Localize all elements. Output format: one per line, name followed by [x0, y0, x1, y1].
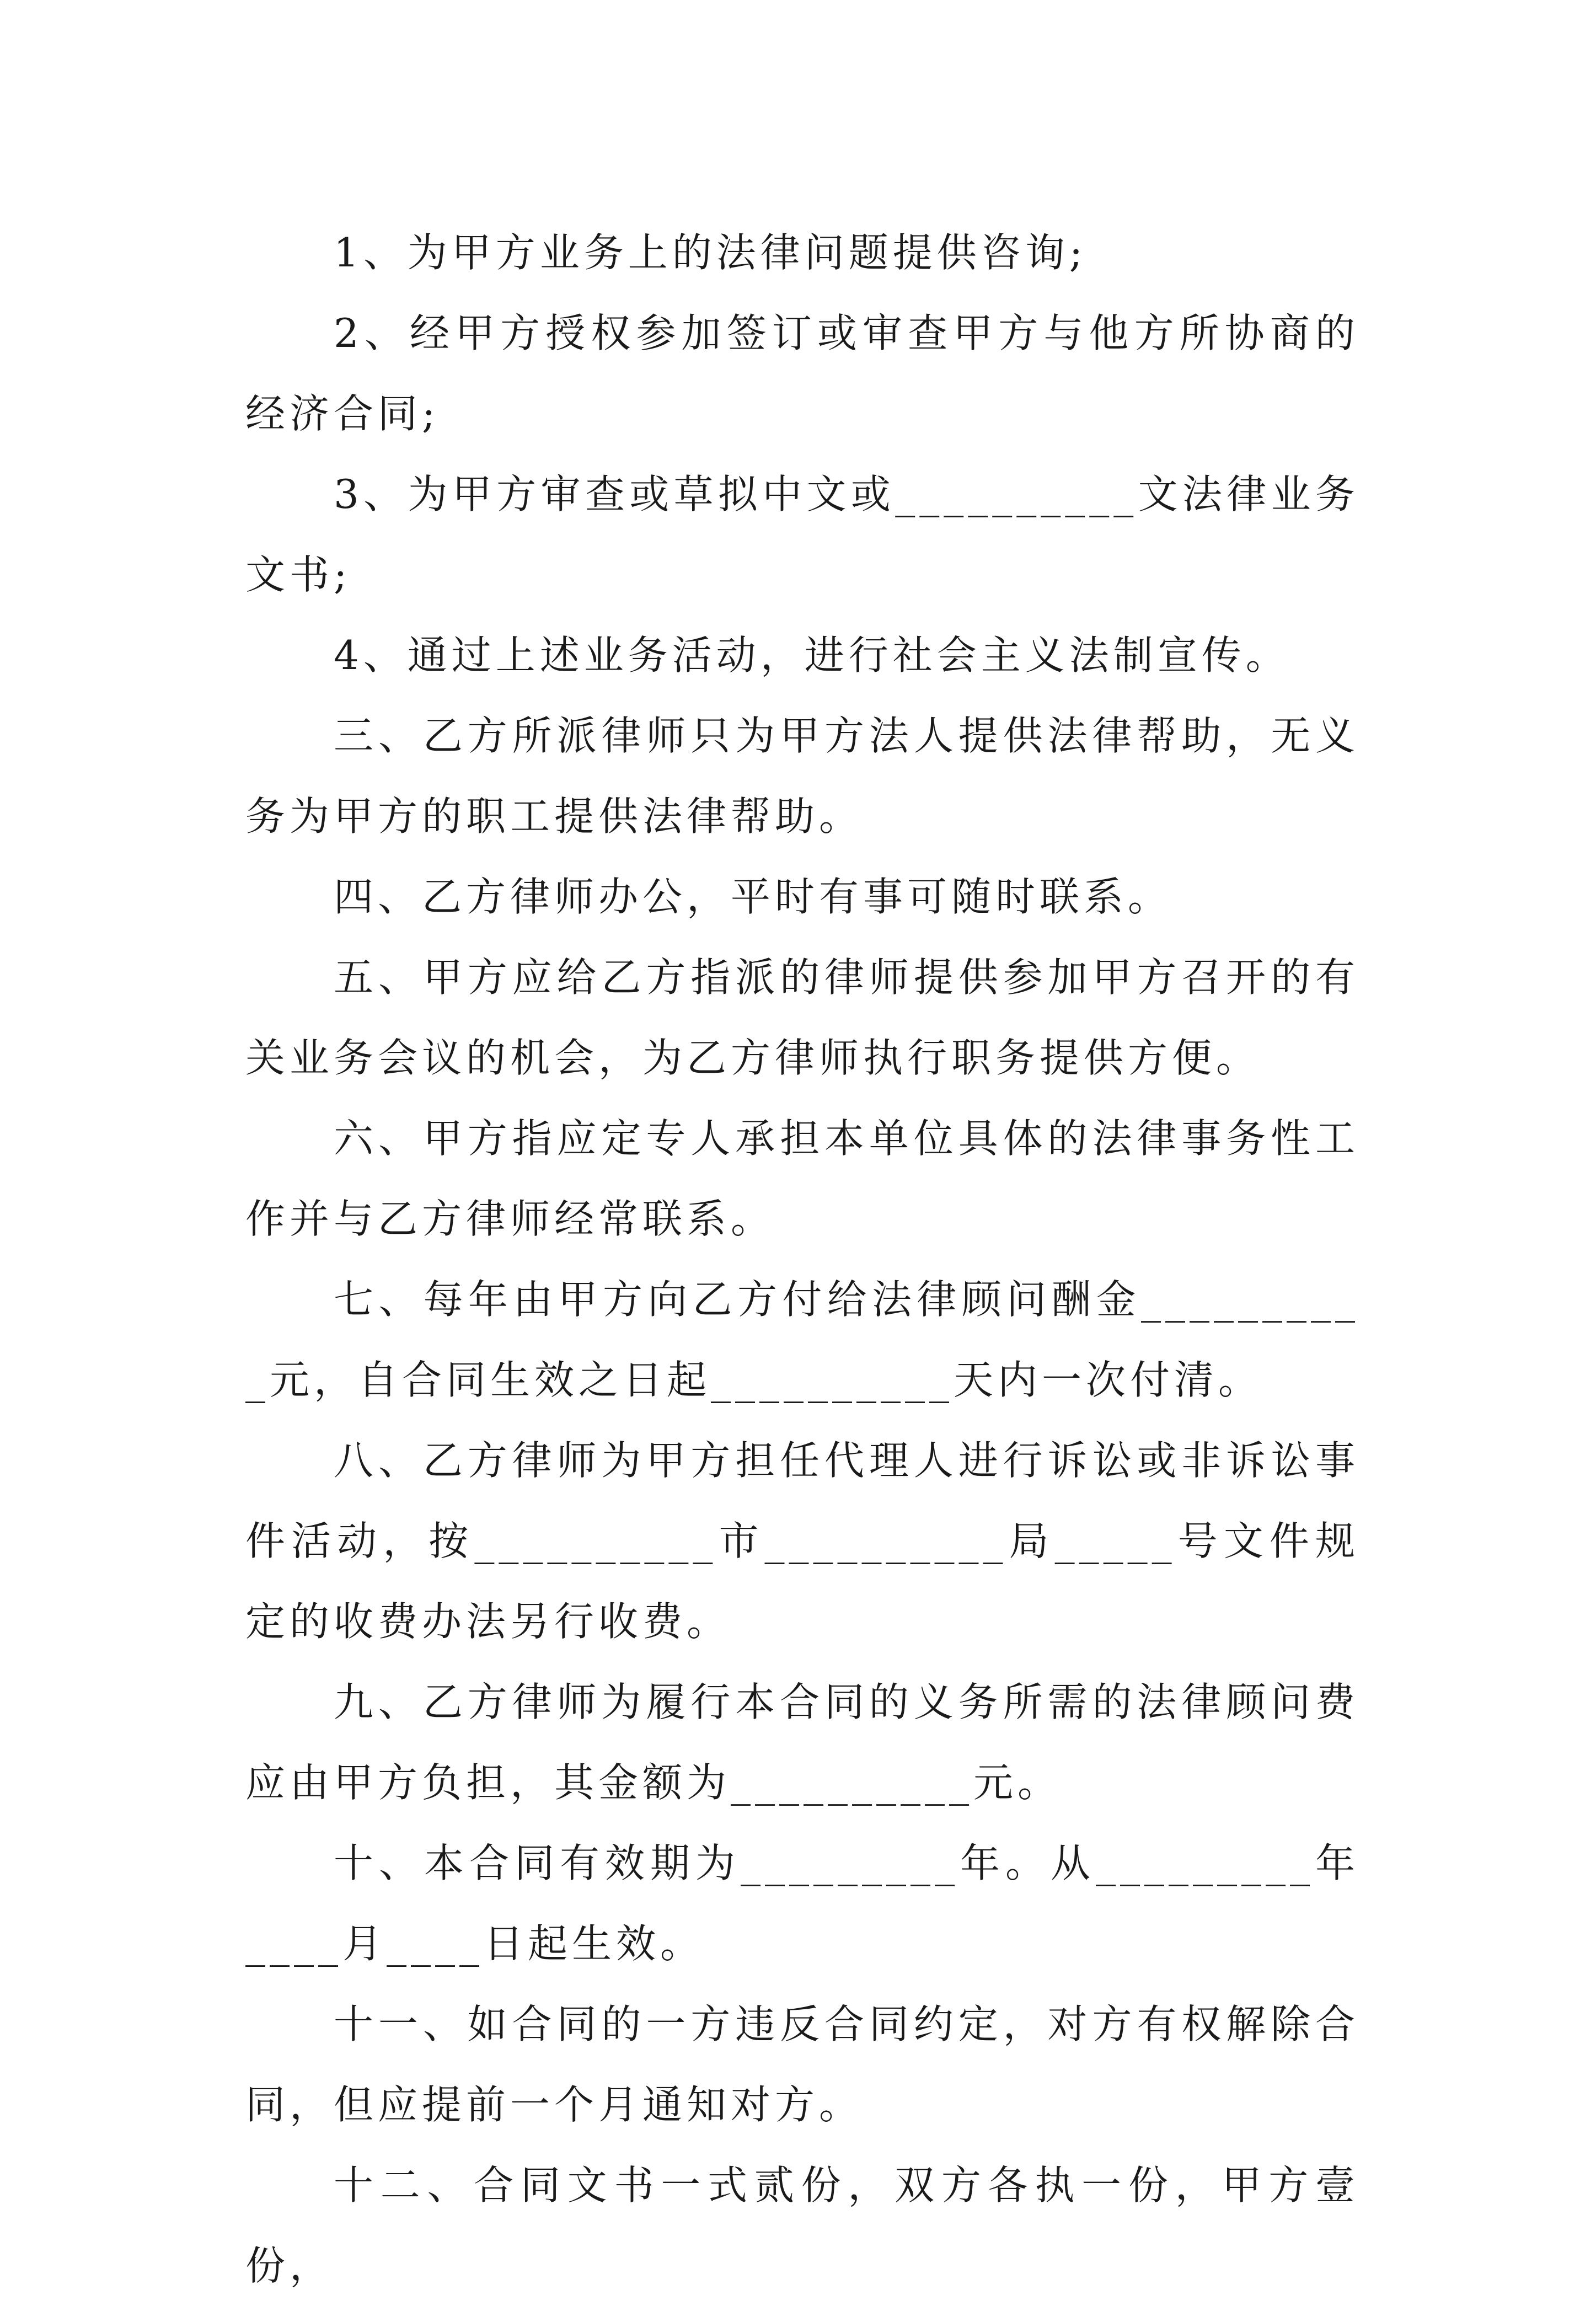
paragraph-clause-7: 七、每年由甲方向乙方付给法律顾问酬金__________元，自合同生效之日起__________天内一次付清。 — [245, 1276, 1359, 1403]
paragraph-clause-5: 五、甲方应给乙方指派的律师提供参加甲方召开的有关业务会议的机会，为乙方律师执行职务提供方便。 — [245, 954, 1359, 1081]
paragraph-clause-10: 十、本合同有效期为_________年。从_________年____月____日起生效。 — [245, 1840, 1359, 1967]
paragraph-item-2: 2、经甲方授权参加签订或审查甲方与他方所协商的经济合同; — [245, 310, 1359, 437]
paragraph-item-3: 3、为甲方审查或草拟中文或__________文法律业务文书; — [245, 471, 1359, 598]
paragraph-item-1: 1、为甲方业务上的法律问题提供咨询; — [334, 229, 1088, 276]
paragraph-clause-3: 三、乙方所派律师只为甲方法人提供法律帮助，无义务为甲方的职工提供法律帮助。 — [245, 713, 1359, 839]
paragraph-clause-4: 四、乙方律师办公，平时有事可随时联系。 — [334, 874, 1172, 920]
paragraph-item-4: 4、通过上述业务活动，进行社会主义法制宣传。 — [334, 632, 1290, 678]
paragraph-clause-8: 八、乙方律师为甲方担任代理人进行诉讼或非诉讼事件活动，按__________市__________局_____号文件规定的收费办法另行收费。 — [245, 1437, 1359, 1645]
paragraph-clause-12: 十二、合同文书一式贰份，双方各执一份，甲方壹份， — [245, 2162, 1359, 2289]
contract-body — [245, 212, 1359, 2306]
paragraph-clause-11: 十一、如合同的一方违反合同约定，对方有权解除合同，但应提前一个月通知对方。 — [245, 2001, 1359, 2128]
paragraph-clause-6: 六、甲方指应定专人承担本单位具体的法律事务性工作并与乙方律师经常联系。 — [245, 1115, 1359, 1242]
paragraph-clause-9: 九、乙方律师为履行本合同的义务所需的法律顾问费应由甲方负担，其金额为__________元。 — [245, 1679, 1359, 1806]
